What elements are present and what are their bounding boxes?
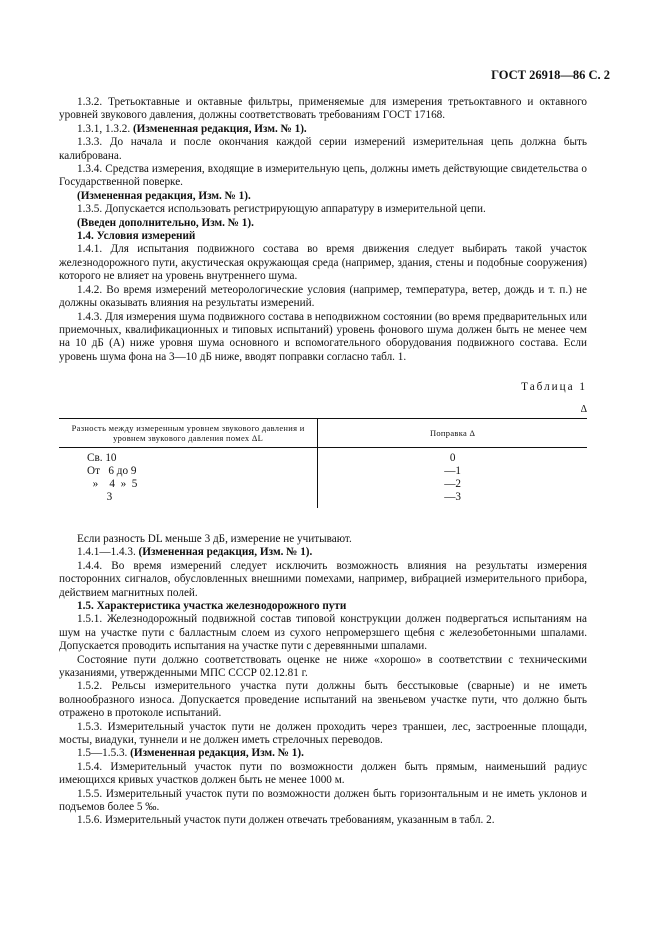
paragraph-text: 1.5.6. Измерительный участок пути должен отвечать требованиям, указанным в табл. 2. [77, 814, 495, 827]
table-body [59, 447, 587, 508]
paragraph [59, 190, 587, 203]
paragraph-text: 1.3.2. Третьоктавные и октавные фильтры, применяемые для измерения третьоктавного и октавного уровней звукового давления, должны соответствовать требованиям ГОСТ 17168. [59, 96, 587, 122]
paragraph-text: 1.4.1. Для испытания подвижного состава во время движения следует выбирать такой участок железнодорожного пути, акустическая окружающая среда (например, здания, стены и подобные сооружения) которого не влияет на уровень внутреннего шума. [59, 243, 587, 283]
cell-difference: 3 [59, 491, 318, 508]
paragraph-text: 1.5.3. Измерительный участок пути не должен проходить через траншеи, лес, застроенные площади, мосты, виадуки, туннели и не должен иметь стрелочных переводов. [59, 720, 587, 747]
paragraph-bold-text: (Измененная редакция, Изм. № 1). [77, 189, 251, 202]
paragraph-text: 1.4.2. Во время измерений метеорологические условия (например, температура, ветер, дождь и т. п.) не должны оказывать влияния на результаты измерений. [59, 283, 587, 310]
paragraph [59, 761, 587, 788]
paragraph [59, 533, 587, 546]
paragraph-text: 1.3.1, 1.3.2. [77, 122, 133, 135]
paragraph-text: 1.5.5. Измерительный участок пути по возможности должен быть горизонтальным и не иметь уклонов и подъемов более 5 ‰. [59, 787, 587, 814]
column-header-difference: Разность между измеренным уровнем звукового давления и уровнем звукового давления помех ΔL [59, 418, 318, 447]
cell-difference: От 6 до 9 [59, 465, 318, 478]
paragraph-text: 1.5.4. Измерительный участок пути по возможности должен быть прямым, наименьший радиус имеющихся кривых участков должен быть не менее 1000 м. [59, 760, 587, 787]
paragraph-bold-text: (Измененная редакция, Изм. № 1). [138, 546, 313, 559]
cell-correction: —3 [444, 490, 461, 503]
paragraph [59, 123, 587, 136]
paragraph [59, 546, 587, 559]
cell-correction: —2 [444, 477, 461, 490]
paragraph [59, 163, 587, 190]
paragraph [59, 230, 587, 243]
section-1-3-1-4 [59, 96, 587, 364]
table-unit: Δ [580, 403, 587, 415]
paragraph [59, 654, 587, 681]
paragraph [59, 203, 587, 216]
table-row [59, 447, 587, 465]
paragraph-bold-text: 1.4. Условия измерений [77, 230, 196, 243]
column-header-correction: Поправка Δ [318, 418, 587, 447]
table-label: Таблица 1 [521, 381, 587, 394]
correction-table [59, 418, 587, 508]
paragraph [59, 136, 587, 163]
paragraph [59, 747, 587, 760]
table-row [59, 491, 587, 508]
paragraph [59, 814, 587, 827]
paragraph-text: Если разность DL меньше 3 дБ, измерение не учитывают. [77, 532, 352, 545]
paragraph-bold-text: 1.5. Характеристика участка железнодорожного пути [77, 599, 347, 612]
paragraph-bold-text: (Введен дополнительно, Изм. № 1). [77, 216, 254, 229]
paragraph-bold-text: (Измененная редакция, Изм. № 1). [132, 122, 307, 135]
table-row [59, 465, 587, 478]
document-body [59, 96, 587, 828]
paragraph-text: 1.3.5. Допускается использовать регистрирующую аппаратуру в измерительной цепи. [77, 203, 486, 216]
paragraph-text: 1.3.3. До начала и после окончания каждой серии измерений измерительная цепь должна быть калибрована. [59, 136, 587, 162]
paragraph-text: 1.5.1. Железнодорожный подвижной состав типовой конструкции должен подвергаться испытаниям на шум на участке пути с балластным слоем из сухого непромерзшего щебня с железобетонными шпалами. Допускается проводить испытания на участке пути с деревянными шпалами. [59, 613, 587, 653]
paragraph [59, 311, 587, 365]
paragraph [59, 721, 587, 748]
paragraph [59, 96, 587, 123]
paragraph [59, 600, 587, 613]
section-1-4-1-5 [59, 533, 587, 828]
paragraph [59, 217, 587, 230]
cell-correction: —1 [444, 464, 461, 477]
paragraph-text: 1.4.3. Для измерения шума подвижного состава в неподвижном состоянии (во время предварительных или приемочных, квалификационных и типовых испытаний) уровень фонового шума должен быть не менее чем на 10 дБ (A) ниже уровня шума основного и вспомогательного оборудования подвижного состава. Если уровень шума фона на 3—10 дБ ниже, вводят поправки согласно табл. 1. [59, 310, 587, 363]
cell-correction: 0 [449, 451, 456, 464]
paragraph [59, 613, 587, 653]
table-row [59, 478, 587, 491]
paragraph [59, 680, 587, 720]
page-header: ГОСТ 26918—86 С. 2 [491, 68, 610, 82]
paragraph [59, 560, 587, 600]
paragraph-text: 1.5.2. Рельсы измерительного участка пути должны быть бесстыковые (сварные) и не иметь волнообразного износа. Допускается проведение испытаний на звеньевом участке пути, что должно быть отражено в протоколе испытаний. [59, 680, 587, 720]
paragraph [59, 243, 587, 283]
paragraph-text: Состояние пути должно соответствовать оценке не ниже «хорошо» в соответствии с техническими указаниями, утвержденными МПС СССР 02.12.81 г. [59, 653, 587, 679]
paragraph-text: 1.3.4. Средства измерения, входящие в измерительную цепь, должны иметь действующие свидетельства о Государственной поверке. [59, 163, 587, 189]
paragraph [59, 788, 587, 815]
paragraph-text: 1.4.1—1.4.3. [77, 546, 139, 559]
paragraph-bold-text: (Измененная редакция, Изм. № 1). [130, 747, 304, 760]
cell-difference: » 4 » 5 [59, 478, 318, 491]
paragraph-text: 1.5—1.5.3. [77, 747, 131, 760]
paragraph-text: 1.4.4. Во время измерений следует исключить возможность влияния на результаты измерения посторонних сигналов, обусловленных внешними помехами, например, вибрацией измерительного прибора, действием магнитных полей. [59, 559, 587, 599]
cell-difference: Св. 10 [59, 447, 318, 465]
paragraph [59, 284, 587, 311]
